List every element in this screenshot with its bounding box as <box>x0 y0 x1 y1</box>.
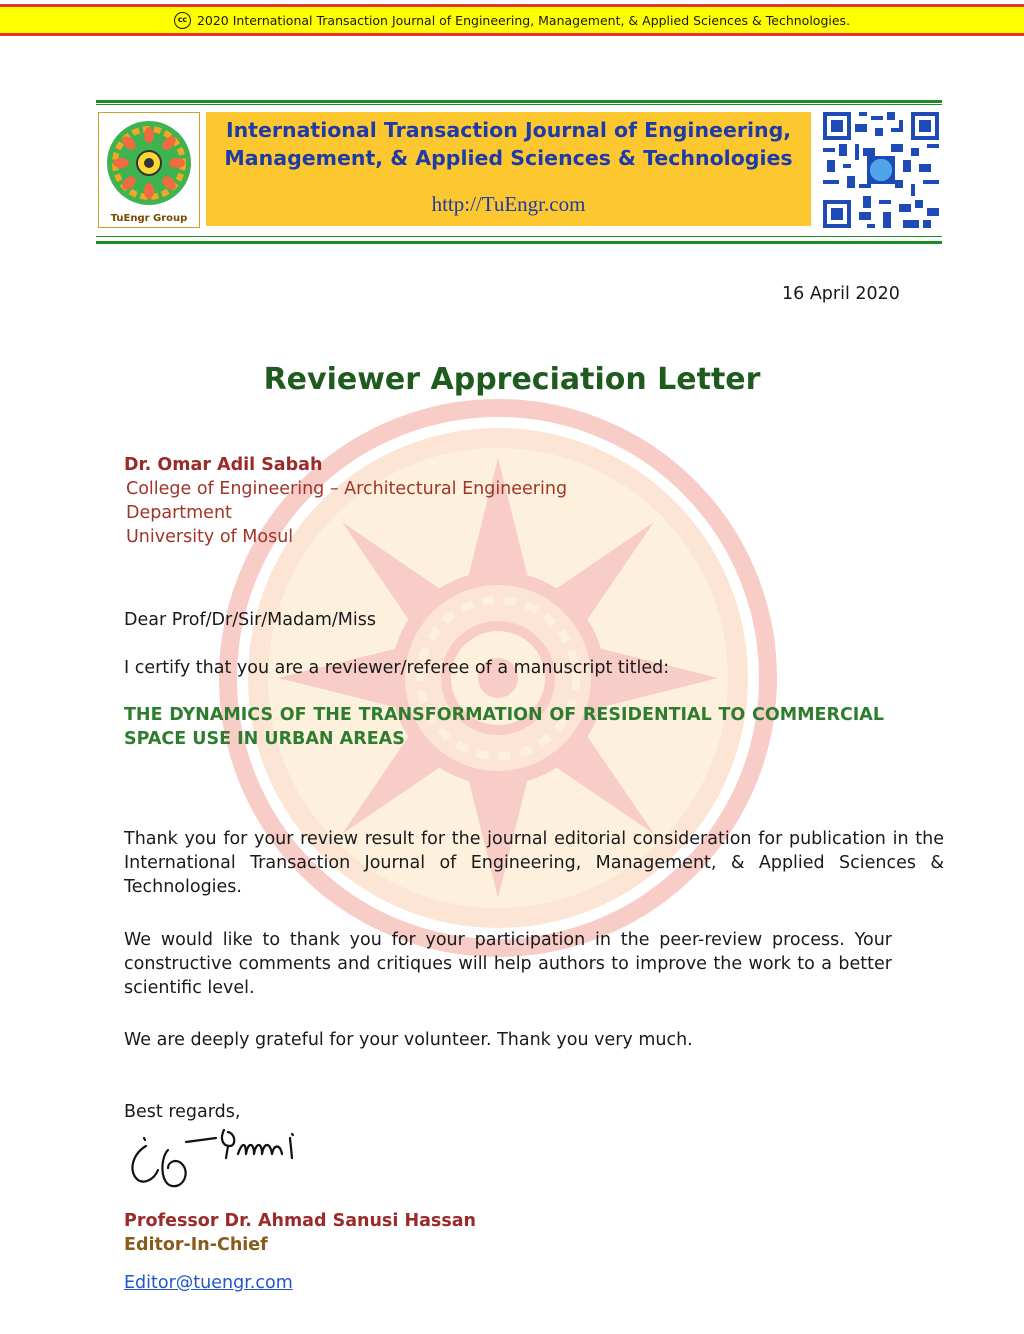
qr-code-icon <box>822 112 940 228</box>
journal-title-line1: International Transaction Journal of Engineering, <box>225 118 792 142</box>
closing: Best regards, <box>124 1102 241 1122</box>
top-banner <box>0 4 1024 36</box>
editor-role: Editor-In-Chief <box>124 1235 268 1255</box>
header-top-rule-thin <box>96 104 942 105</box>
certify-statement: I certify that you are a reviewer/referee of a manuscript titled: <box>124 658 670 678</box>
header-top-rule <box>96 100 942 103</box>
journal-title-box <box>206 112 811 226</box>
journal-title <box>206 116 811 172</box>
logo-caption: TuEngr Group <box>110 213 188 224</box>
editor-email-link[interactable]: Editor@tuengr.com <box>124 1273 293 1293</box>
journal-title-line2: Management, & Applied Sciences & Technologies <box>224 146 793 170</box>
journal-logo <box>98 112 200 228</box>
recipient-name: Dr. Omar Adil Sabah <box>124 455 323 475</box>
recipient-affiliation-line1: College of Engineering – Architectural Engineering <box>126 479 568 499</box>
paragraph-gratitude: We are deeply grateful for your volunteer. Thank you very much. <box>124 1030 693 1050</box>
letter-title: Reviewer Appreciation Letter <box>263 362 761 397</box>
creative-commons-icon: cc <box>174 12 191 29</box>
recipient-affiliation-line3: University of Mosul <box>126 527 294 547</box>
qr-code <box>822 112 940 228</box>
header-bottom-rule-thin <box>96 236 942 237</box>
salutation: Dear Prof/Dr/Sir/Madam/Miss <box>124 610 376 630</box>
banner-text: 2020 International Transaction Journal of Engineering, Management, & Applied Sciences & Technologies. <box>196 12 851 28</box>
dharma-wheel-logo-icon <box>99 113 199 213</box>
signature <box>124 1124 334 1196</box>
journal-url[interactable]: http://TuEngr.com <box>431 192 586 216</box>
recipient-affiliation-line2: Department <box>126 503 232 523</box>
paragraph-thanks-review: Thank you for your review result for the journal editorial consideration for publication in the International Transaction Journal of Engineering, Management, & Applied Sciences & Technologies. <box>124 829 944 897</box>
letter-date: 16 April 2020 <box>782 284 900 304</box>
editor-name: Professor Dr. Ahmad Sanusi Hassan <box>124 1211 476 1231</box>
header-bottom-rule <box>96 241 942 244</box>
paragraph-thanks-participation: We would like to thank you for your participation in the peer-review process. Your constructive comments and critiques will help authors to improve the work to a better scientific level. <box>124 930 892 998</box>
manuscript-title: THE DYNAMICS OF THE TRANSFORMATION OF RESIDENTIAL TO COMMERCIAL SPACE USE IN URBAN AREAS <box>124 705 884 749</box>
